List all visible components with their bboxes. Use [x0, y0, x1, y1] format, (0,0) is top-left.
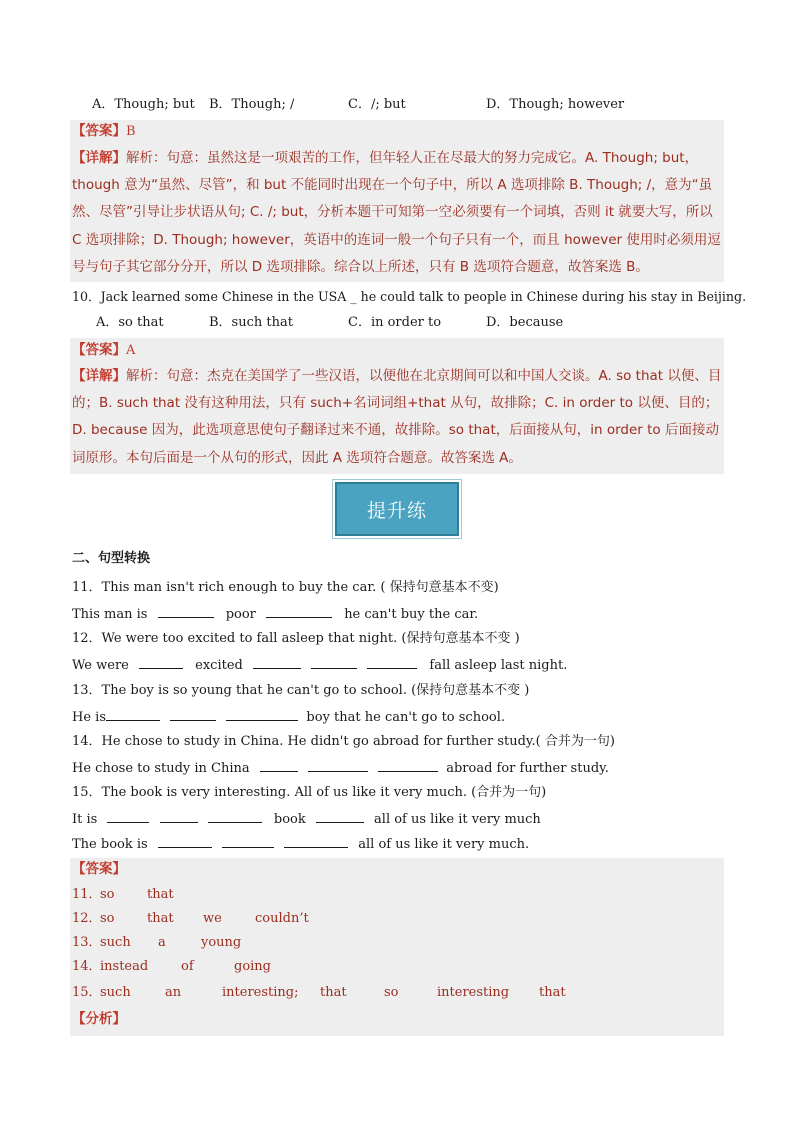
analysis-label [72, 1010, 126, 1029]
q11-part3: he can't buy the car. [344, 607, 479, 622]
answer-row-13-word: a [158, 935, 166, 950]
q15-blank-7[interactable] [284, 835, 348, 848]
section-title: 二、句型转换 [72, 551, 151, 566]
q12-stem: 12．We were too excited to fall asleep that night. (保持句意基本不变 ) [72, 631, 520, 646]
q10-option-d: D．because [486, 315, 564, 330]
q10-explanation [72, 363, 724, 472]
q11-blank-1[interactable] [158, 605, 214, 618]
q15-blank-5[interactable] [158, 835, 212, 848]
q9-answer [72, 122, 136, 141]
q13-blank-1[interactable] [106, 708, 160, 721]
answer-row-15-word: so [384, 985, 399, 1000]
q11-stem: 11．This man isn't rich enough to buy the car. ( 保持句意基本不变) [72, 580, 499, 595]
q13-part3: boy that he can't go to school. [306, 710, 506, 725]
q9-detail-text: 解析：句意：虽然这是一项艰苦的工作，但年轻人正在尽最大的努力完成它。A. Though; but，though 意为“虽然、尽管”，和 but 不能同时出现在一个句子中，所以 A 选项排除 B. Though; /，意为“虽然、尽管”引导让步状语从句; C. /; but，分析本题干可知第一空必须要有一个词填，否则 it 就要大写，所以 C 选项排除；D. Though; however，英语中的连词一般一个句子只有一个，而且 however 使用时必须用逗号与句子其它部分分开，所以 D 选项排除。综合以上所述，只有 B 选项符合题意，故答案选 B。 [72, 150, 721, 275]
answer-row-14-word: instead [100, 959, 149, 974]
q12-blank-1[interactable] [139, 656, 183, 669]
q10-answer [72, 341, 135, 360]
q12-blank-4[interactable] [367, 656, 417, 669]
q10-stem: 10．Jack learned some Chinese in the USA _ he could talk to people in Chinese during his stay in Beijing. [72, 289, 747, 304]
q10-option-a: A．so that [96, 315, 164, 330]
answer-row-14-word: of [181, 959, 194, 974]
q13-stem: 13．The boy is so young that he can't go to school. (保持句意基本不变 ) [72, 683, 530, 698]
q10-answer-label: 【答案】 [72, 342, 126, 358]
answer-row-11-num: 11． [72, 887, 102, 902]
answer-row-11-word: so [100, 887, 115, 902]
q12-part3: fall asleep last night. [429, 658, 568, 673]
q9-answer-value: B [126, 124, 136, 139]
q14-blank-3[interactable] [378, 759, 438, 772]
q14-part1: He chose to study in China [72, 761, 250, 776]
q15-answer-line-2 [72, 835, 529, 854]
section-banner [335, 482, 459, 536]
q11-blank-2[interactable] [266, 605, 332, 618]
q15-blank-1[interactable] [107, 810, 149, 823]
answer-row-13-word: such [100, 935, 131, 950]
answer-row-12-word: we [203, 911, 222, 926]
q10-option-b: B．such that [209, 315, 293, 330]
answer-row-12-word: couldn’t [255, 911, 309, 926]
q11-part2: poor [225, 607, 256, 622]
q12-part2: excited [195, 658, 243, 673]
q9-answer-label: 【答案】 [72, 123, 126, 139]
answer-row-15-word: that [539, 985, 566, 1000]
q15-part1: It is [72, 812, 98, 827]
q14-blank-1[interactable] [260, 759, 298, 772]
q15-blank-6[interactable] [222, 835, 274, 848]
analysis-label-text: 【分析】 [72, 1011, 126, 1027]
section-banner-text: 提升练 [366, 499, 427, 522]
answer-row-15-word: an [165, 985, 182, 1000]
q13-answer-line [72, 708, 505, 727]
q10-answer-value: A [126, 343, 136, 358]
q10-detail-text: 解析：句意：杰克在美国学了一些汉语，以便他在北京期间可以和中国人交谈。A. so that 以便、目的；B. such that 没有这种用法，只有 such+名词词组+that 从句，故排除；C. in order to 以便、目的；D. because 因为，此选项意思使句子翻译过来不通，故排除。so that，后面接从句，in order to 后面接动词原形。本句后面是一个从句的形式，因此 A 选项符合题意。故答案选 A。 [72, 368, 722, 466]
q9-option-d: D．Though; however [486, 97, 625, 112]
q14-answer-line [72, 759, 609, 778]
q12-part1: We were [72, 658, 129, 673]
q11-answer-line [72, 605, 478, 624]
q10-detail-label: 【详解】 [72, 368, 126, 384]
answer-row-14-word: going [234, 959, 272, 974]
q9-option-b: B．Though; / [209, 97, 295, 112]
q15-part2: book [273, 812, 306, 827]
q9-option-c: C．/; but [348, 97, 406, 112]
q9-option-a: A．Though; but [92, 97, 195, 112]
q13-blank-3[interactable] [226, 708, 298, 721]
q14-part3: abroad for further study. [446, 761, 609, 776]
answers-label [72, 860, 126, 879]
q15-part4: The book is [72, 837, 148, 852]
q11-part1: This man is [72, 607, 148, 622]
q15-stem: 15．The book is very interesting. All of us like it very much. (合并为一句) [72, 785, 547, 800]
q12-blank-2[interactable] [253, 656, 301, 669]
q15-blank-3[interactable] [208, 810, 262, 823]
q13-part1: He is [72, 710, 106, 725]
answer-row-12-word: so [100, 911, 115, 926]
answer-row-15-word: such [100, 985, 131, 1000]
answer-row-12-word: that [147, 911, 174, 926]
q14-blank-2[interactable] [308, 759, 368, 772]
q13-blank-2[interactable] [170, 708, 216, 721]
answers-panel [70, 858, 724, 1036]
q15-answer-line-1 [72, 810, 541, 829]
q15-part3: all of us like it very much [374, 812, 541, 827]
answer-row-15-num: 15． [72, 985, 102, 1000]
q10-option-c: C．in order to [348, 315, 442, 330]
q15-blank-4[interactable] [316, 810, 364, 823]
q9-detail-label: 【详解】 [72, 150, 126, 166]
answer-row-14-num: 14． [72, 959, 102, 974]
q12-answer-line [72, 656, 567, 675]
answer-row-12-num: 12． [72, 911, 102, 926]
answer-row-15-word: interesting [437, 985, 510, 1000]
answer-row-13-word: young [201, 935, 242, 950]
answer-row-11-word: that [147, 887, 174, 902]
answer-row-13-num: 13． [72, 935, 102, 950]
q15-blank-2[interactable] [160, 810, 198, 823]
answer-row-15-word: interesting; [222, 985, 299, 1000]
q14-stem: 14．He chose to study in China. He didn't go abroad for further study.( 合并为一句) [72, 734, 615, 749]
answer-row-15-word: that [320, 985, 347, 1000]
q12-blank-3[interactable] [311, 656, 357, 669]
answers-label-text: 【答案】 [72, 861, 126, 877]
q15-part5: all of us like it very much. [358, 837, 530, 852]
q9-explanation [72, 145, 724, 281]
